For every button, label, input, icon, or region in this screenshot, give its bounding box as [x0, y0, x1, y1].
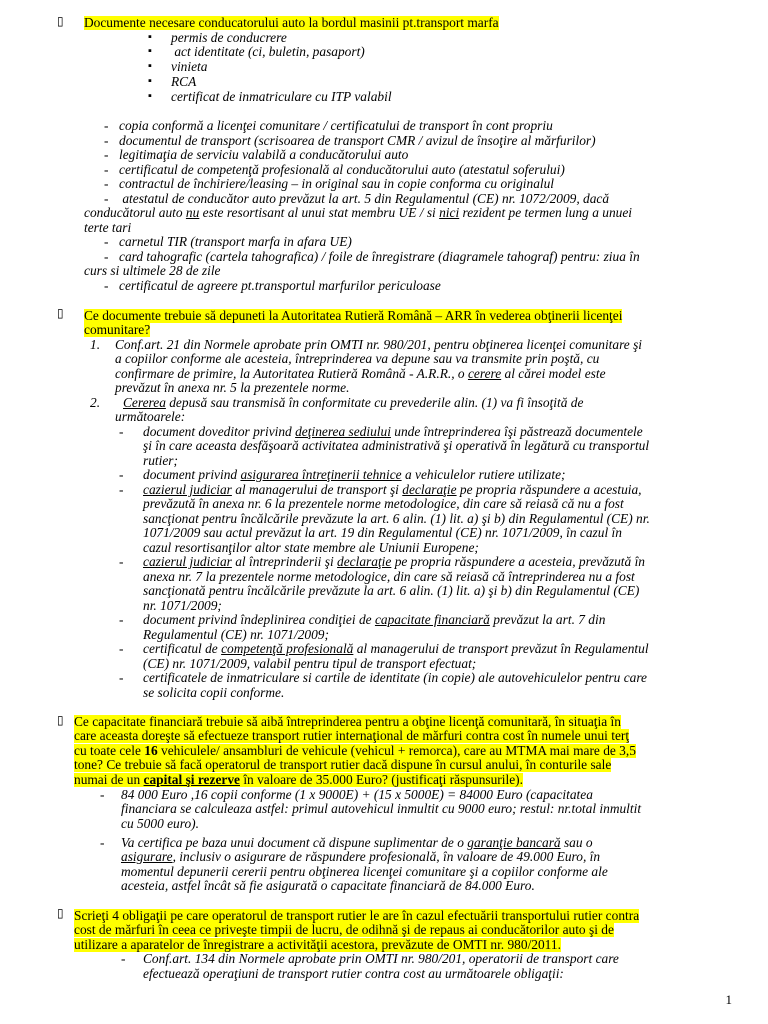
doc-line	[143, 642, 649, 656]
underlined-word: Cererea	[123, 395, 166, 410]
doc-line: următoarele:	[115, 409, 186, 424]
underlined-word: deţinerea sediului	[295, 424, 391, 439]
bullet-icon: ▯	[57, 713, 64, 727]
doc-line: certificatul de competenţă profesională al conducătorului auto (atestatul soferului)	[119, 162, 565, 177]
dash-marker: -	[104, 278, 109, 293]
doc-item: vinieta	[171, 59, 208, 74]
doc-line: cu 5000 euro).	[121, 816, 199, 831]
underlined-word: capacitate financiară	[374, 612, 490, 627]
doc-line: curs si ultimele 28 de zile	[84, 263, 221, 278]
underlined-word: cazierul judiciar	[143, 482, 232, 497]
text-run: document privind	[143, 467, 241, 482]
text-run: pe propria răspundere a acesteia, prevăzută în	[391, 554, 645, 569]
dash-marker: -	[104, 133, 109, 148]
doc-item: act identitate (ci, buletin, pasaport)	[171, 44, 365, 59]
doc-line: nr. 1071/2009;	[143, 598, 222, 613]
doc-line: card tahografic (cartela tahografica) / foile de înregistrare (diagramele tahograf) pentru: ziua în	[119, 249, 640, 264]
dash-marker: -	[104, 191, 109, 206]
text-run: este resortisant al unui stat membru UE / si	[199, 205, 440, 220]
text-run: document privind îndeplinirea condiţiei de	[143, 612, 375, 627]
dash-marker: -	[119, 641, 124, 656]
square-bullet-icon: ▪	[148, 31, 152, 43]
doc-item: certificat de inmatriculare cu ITP valabil	[171, 89, 392, 104]
doc-line	[84, 206, 632, 220]
doc-line	[123, 396, 583, 410]
bold-word: 16	[144, 743, 158, 758]
section-1-title: Documente necesare conducatorului auto la bordul masinii pt.transport marfa	[84, 15, 499, 30]
doc-item: RCA	[171, 74, 197, 89]
square-bullet-icon: ▪	[148, 60, 152, 72]
underlined-word: asigurare	[121, 849, 173, 864]
bullet-icon: ▯	[57, 14, 64, 28]
text-run: depusă sau transmisă în conformitate cu prevederile alin. (1) va fi însoţită de	[165, 395, 584, 410]
dash-marker: -	[104, 118, 109, 133]
doc-line: 1071/2009 sau actul prevăzut la art. 19 din Regulamentul (CE) nr. 1071/2009, în cazul în	[143, 525, 622, 540]
bullet-icon: ▯	[57, 306, 64, 320]
section-3-question	[74, 744, 636, 758]
doc-line	[143, 483, 642, 497]
section-3-question: Ce capacitate financiară trebuie să aibă întreprinderea pentru a obţine licenţă comunitară, în situaţia în	[74, 714, 621, 729]
page-number: 1	[725, 992, 732, 1007]
underlined-word: nu	[185, 205, 200, 220]
section-4-question: cost de mărfuri în ceea ce priveşte timpii de lucru, de odihnă şi de repaus ai conducătorilor auto şi de	[74, 922, 614, 937]
text-run: rezident pe termen lung a unuei	[459, 205, 633, 220]
underlined-word: declaraţie	[402, 482, 457, 497]
bullet-icon: ▯	[57, 906, 64, 920]
doc-line: Conf.art. 21 din Normele aprobate prin OMTI nr. 980/201, pentru obţinerea licenţei comunitare şi	[115, 337, 643, 352]
section-2-title: comunitare?	[84, 322, 151, 337]
text-run: conducătorul auto	[84, 205, 186, 220]
doc-line	[121, 850, 600, 864]
text-run: cu toate cele	[74, 743, 145, 758]
text-run: al întreprinderii şi	[231, 554, 338, 569]
doc-line: a copiilor conforme ale acesteia, întreprinderea va depune sau va transmite prin poştă, cu	[115, 351, 600, 366]
text-run: al managerului de transport prevăzut în Regulamentul	[353, 641, 649, 656]
doc-line: Conf.art. 134 din Normele aprobate prin OMTI nr. 980/201, operatorii de transport care	[143, 951, 619, 966]
doc-line: legitimaţia de serviciu valabilă a conducătorului auto	[119, 147, 409, 162]
square-bullet-icon: ▪	[148, 90, 152, 102]
underlined-word: asigurarea întreţinerii tehnice	[240, 467, 402, 482]
underlined-word: cerere	[467, 366, 502, 381]
doc-line: anexa nr. 7 la prezentele norme metodologice, din care să reiasă că întreprinderea nu a fost	[143, 569, 635, 584]
section-2-title: Ce documente trebuie să depuneti la Autoritatea Rutieră Română – ARR în vederea obţinerii licenţei	[84, 308, 623, 323]
dash-marker: -	[119, 612, 124, 627]
text-run: , inclusiv o asigurare de răspundere profesională, în valoare de 49.000 Euro, în	[172, 849, 601, 864]
list-number: 1.	[90, 337, 101, 352]
square-bullet-icon: ▪	[148, 45, 152, 57]
text-run: al cărei model este	[501, 366, 606, 381]
doc-line: şi în care aceasta desfăşoară activitatea administrativă şi operativă în legătură cu transportul	[143, 438, 650, 453]
underlined-word: cazierul judiciar	[143, 554, 232, 569]
section-3-question: tone? Ce trebuie să facă operatorul de transport rutier dacă dispune în cursul anului, în conturile sale	[74, 757, 612, 772]
doc-line: certificatul de agreere pt.transportul marfurilor periculoase	[119, 278, 441, 293]
square-bullet-icon: ▪	[148, 75, 152, 87]
underlined-word: garanţie bancară	[467, 835, 561, 850]
text-run: sau o	[560, 835, 593, 850]
text-run: confirmare de primire, la Autoritatea Rutieră Română - A.R.R., o	[115, 366, 468, 381]
dash-marker: -	[119, 424, 124, 439]
dash-marker: -	[119, 670, 124, 685]
doc-line: cazul resortisanţilor altor state membre ale Uniunii Europene;	[143, 540, 479, 555]
doc-line: certificatele de inmatriculare si cartile de identitate (in copie) ale autovehiculelor pentru care	[143, 670, 647, 685]
doc-line: contractul de închiriere/leasing – in original sau in copie conforma cu originalul	[119, 176, 555, 191]
doc-line: prevăzută în anexa nr. 6 la prezentele norme metodologice, din care să reiasă că nu a fost	[143, 496, 624, 511]
doc-line: terte tari	[84, 220, 132, 235]
dash-marker: -	[104, 234, 109, 249]
doc-line: Regulamentul (CE) nr. 1071/2009;	[143, 627, 329, 642]
section-3-question	[74, 773, 523, 787]
doc-line	[115, 367, 606, 381]
dash-marker: -	[119, 467, 124, 482]
doc-line	[143, 555, 645, 569]
list-number: 2.	[90, 395, 101, 410]
dash-marker: -	[104, 147, 109, 162]
dash-marker: -	[104, 162, 109, 177]
dash-marker: -	[121, 951, 126, 966]
text-run: vehiculele/ ansambluri de vehicule (vehicul + remorca), care au MTMA mai mare de 3,5	[157, 743, 636, 758]
text-run: document doveditor privind	[143, 424, 296, 439]
dash-marker: -	[100, 787, 105, 802]
doc-line: atestatul de conducător auto prevăzut la art. 5 din Regulamentul (CE) nr. 1072/2009, dacă	[119, 191, 610, 206]
underlined-word: declaraţie	[337, 554, 392, 569]
text-run: al managerului de transport şi	[231, 482, 403, 497]
text-run: numai de un	[74, 772, 144, 787]
doc-line: prevăzut în anexa nr. 5 la prezentele norme.	[115, 380, 350, 395]
underlined-word: competenţă profesională	[221, 641, 354, 656]
doc-line	[121, 836, 593, 850]
doc-line: financiara se calculeaza astfel: primul autovehicul inmultit cu 9000 euro; restul: nr.total inmultit	[121, 801, 642, 816]
text-run: în valoare de 35.000 Euro? (justificaţi răspunsurile).	[239, 772, 523, 787]
doc-line: sancţionat pentru încălcările prevăzute la art. 6 alin. (1) lit. a) şi b) din Regulamentul (CE) nr.	[143, 511, 650, 526]
dash-marker: -	[100, 835, 105, 850]
doc-line: acesteia, astfel încât să fie asigurată o capacitate financiară de 84.000 Euro.	[121, 878, 535, 893]
doc-line	[143, 468, 565, 482]
doc-line: carnetul TIR (transport marfa in afara UE)	[119, 234, 352, 249]
text-run: pe propria răspundere a acestuia,	[456, 482, 642, 497]
doc-line: momentul depunerii cererii pentru obţinerea licenţei comunitare şi a copiilor conforme ale	[121, 864, 608, 879]
text-run: prevăzut la art. 7 din	[489, 612, 606, 627]
text-run: a vehiculelor rutiere utilizate;	[401, 467, 566, 482]
doc-line: (CE) nr. 1071/2009, valabil pentru tipul de transport efectuat;	[143, 656, 477, 671]
section-4-question: Scrieţi 4 obligaţii pe care operatorul de transport rutier le are în cazul efectuării transportului rutier contra	[74, 908, 640, 923]
doc-line	[143, 425, 643, 439]
doc-item: permis de conducrere	[171, 30, 287, 45]
bold-underlined-word: capital şi rezerve	[143, 772, 240, 787]
doc-line	[143, 613, 605, 627]
dash-marker: -	[119, 482, 124, 497]
dash-marker: -	[104, 176, 109, 191]
doc-line: se solicita copii conforme.	[143, 685, 285, 700]
doc-line: rutier;	[143, 453, 178, 468]
section-3-question: care aceasta doreşte să efectueze transport rutier internaţional de mărfuri contra cost în numele unui terţ	[74, 728, 630, 743]
doc-line: copia conformă a licenţei comunitare / certificatului de transport în cont propriu	[119, 118, 553, 133]
dash-marker: -	[119, 554, 124, 569]
text-run: Va certifica pe baza unui document că dispune suplimentar de o	[121, 835, 468, 850]
text-run: unde întreprinderea îşi păstrează documentele	[390, 424, 643, 439]
text-run: certificatul de	[143, 641, 222, 656]
doc-line: 84 000 Euro ,16 copii conforme (1 x 9000E) + (15 x 5000E) = 84000 Euro (capacitatea	[121, 787, 593, 802]
section-4-question: utilizare a aparatelor de înregistrare a activităţii acestora, prevăzute de OMTI nr. 980/2011.	[74, 937, 561, 952]
dash-marker: -	[104, 249, 109, 264]
doc-line: documentul de transport (scrisoarea de transport CMR / avizul de însoţire al mărfurilor)	[119, 133, 596, 148]
underlined-word: nici	[439, 205, 460, 220]
doc-line: sancţionată pentru încălcările prevăzute la art. 6 alin. (1) lit. a) şi b) din Regulamentul (CE)	[143, 583, 640, 598]
doc-line: efectuează operaţiuni de transport rutier contra cost au următoarele obligaţii:	[143, 966, 564, 981]
